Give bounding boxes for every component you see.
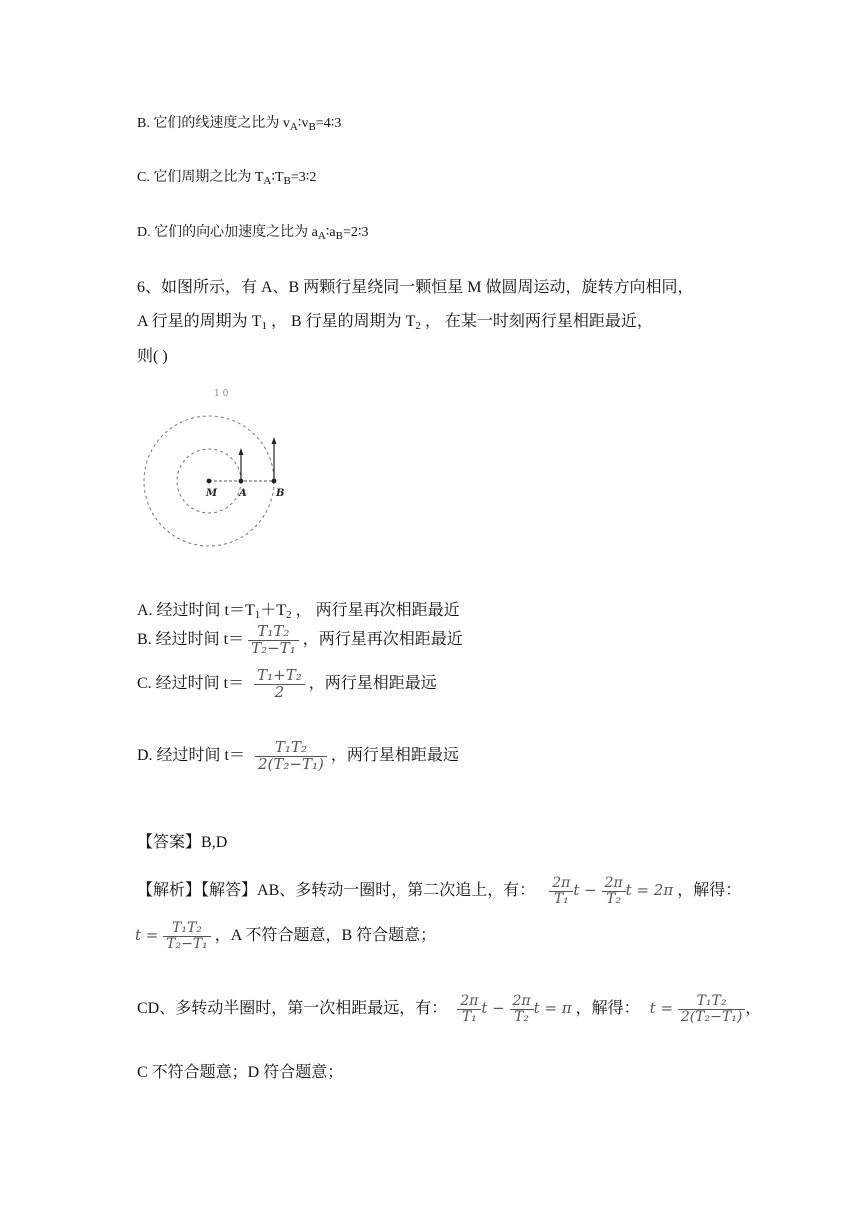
- analysis-cd-line1: CD、多转动半圈时，第一次相距最远，有： $\frac{2\pi}{\text{T₁}}$ t − $\frac{2\pi}{\text{T₂}}$ t = π ，解得： t = $\frac{\text{T₁T₂}}{\text{2(T₂−T₁)}}$ ，: [137, 993, 762, 1025]
- fraction-c: $\frac{\text{T₁+T₂}}{2}$: [254, 668, 305, 701]
- fraction-d: $\frac{\text{T₁T₂}}{\text{2(T₂−T₁)}}$: [255, 740, 327, 773]
- velocity-arrowhead-b: [272, 437, 277, 444]
- label-a: A: [239, 488, 247, 499]
- star-m-dot: [207, 479, 212, 484]
- answer-option-c: C. 经过时间 t＝ $\frac{\text{T₁+T₂}}{2}$ ，两行星相距最远: [137, 666, 437, 701]
- equation-ab: $\frac{2\pi}{\text{T₁}}$ t − $\frac{2\pi}{\text{T₂}}$ t = 2π: [549, 876, 673, 906]
- answer-option-a: A. 经过时间 $t=T_1+T_2$ ， 两行星再次相距最近: [137, 602, 460, 621]
- answer-option-d: D. 经过时间 t＝ $\frac{\text{T₁T₂}}{\text{2(T₂−T₁)}}$ ，两行星相距最远: [137, 738, 459, 773]
- result-ab: t = $\frac{\text{T₁T₂}}{\text{T₂−T₁}}$: [135, 921, 211, 951]
- question-6-line1: 6、如图所示，有 A、B 两颗行星绕同一颗恒星 M 做圆周运动，旋转方向相同，: [137, 279, 694, 296]
- analysis-ab-line2: t = $\frac{\text{T₁T₂}}{\text{T₂−T₁}}$ ，A 不符合题意，B 符合题意；: [135, 920, 437, 952]
- equation-cd: $\frac{2\pi}{\text{T₁}}$ t − $\frac{2\pi}{\text{T₂}}$ t = π: [457, 994, 571, 1024]
- figure-top-fragment: 1 0: [214, 389, 229, 399]
- analysis-ab-line1: 【解析】【解答】AB、多转动一圈时，第二次追上，有： $\frac{2\pi}{\text{T₁}}$ t − $\frac{2\pi}{\text{T₂}}$ t = 2π ，解得：: [137, 875, 742, 907]
- question-6-line2: A 行星的周期为 $T_1$ ， B 行星的周期为 $T_2$ ， 在某一时刻两行星相距最近，: [137, 313, 653, 332]
- fraction-b: $\frac{\text{T₁T₂}}{\text{T₂−T₁}}$: [248, 624, 299, 657]
- label-m: M: [206, 488, 218, 499]
- option-b-prev: B. 它们的线速度之比为 $v_A∶v_B=4∶3$: [137, 116, 342, 133]
- question-6-line3: 则( ): [137, 348, 168, 365]
- option-c-prev: C. 它们周期之比为 $T_A∶T_B=3∶2$: [137, 170, 317, 187]
- orbit-diagram: [130, 384, 290, 554]
- answer-option-b: B. 经过时间 t＝ $\frac{\text{T₁T₂}}{\text{T₂−T₁}}$ ，两行星再次相距最近: [137, 622, 463, 657]
- velocity-arrowhead-a: [239, 448, 244, 455]
- answer-key: 【答案】B,D: [137, 834, 228, 851]
- result-cd: t = $\frac{\text{T₁T₂}}{\text{2(T₂−T₁)}}$: [650, 994, 746, 1024]
- label-b: B: [276, 488, 285, 499]
- analysis-cd-line2: C 不符合题意；D 符合题意；: [137, 1064, 344, 1081]
- option-d-prev: D. 它们的向心加速度之比为 $a_A∶a_B=2∶3$: [137, 225, 369, 242]
